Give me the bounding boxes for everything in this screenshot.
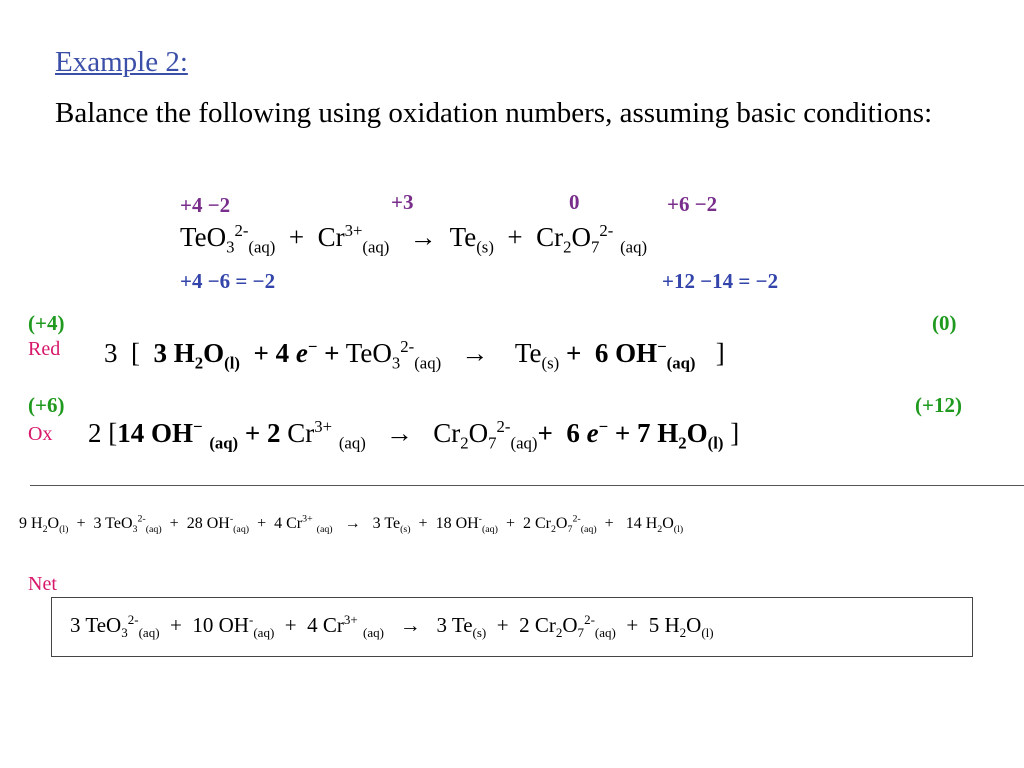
ox-num-cr: +3: [391, 190, 414, 214]
cr2o7-species: $Cr_2O_7^{2-}$ $_{(aq)}$: [536, 221, 648, 257]
net-label: Net: [28, 573, 57, 595]
cr2o7-term: $Cr_2O_7^{2-}_{(aq)}$: [433, 417, 538, 453]
water-term: 7 $H_2O_{(l)}$: [637, 418, 724, 453]
ox-sum-teo3: +4 −6 = −2: [180, 269, 276, 293]
ox-ox-number-left: (+6): [28, 393, 65, 417]
electron-term: 6 e−: [566, 417, 609, 448]
main-equation: [180, 221, 648, 257]
water-term: 3 $H_2O_{(l)}$: [153, 338, 240, 373]
cr-term: $Cr^{3+}$ $_{(aq)}$: [287, 417, 366, 453]
sum-equation: 9 $H_2O_{(l)} + 3$ TeO$_3^{2-}_{(aq)}$ + 28 $OH^-_{(aq)} + 4$ $Cr^{3+}$ $_{(aq)}$ → 3 $Te_{(s)} + 18$ $OH^-_{(aq)} + 2$ $Cr_2O_7^{2-}_{(aq)}$ + 14 $H_2O_{(l)}$: [19, 513, 684, 536]
oxidation-half-reaction: 2 [14 OH− $_{(aq)}$ + 2 $Cr^{3+}$ $_{(aq)}$ → $Cr_2O_7^{2-}_{(aq)}+ 6$ e− + 7 $H_2O_{(l)}$ ]: [88, 417, 740, 453]
electron-term: 4 e−: [275, 337, 318, 368]
reaction-arrow: →: [461, 338, 489, 368]
ox-sum-cr2o7: +12 −14 = −2: [662, 269, 779, 293]
plus-sign: +: [288, 222, 305, 252]
te-term: $Te_{(s)}$: [514, 338, 560, 373]
teo3-species: TeO$_3^{2-}_{(aq)}$: [180, 221, 276, 257]
reduction-half-reaction: 3 [ 3 $H_2O_{(l)} + 4$ e− + TeO$_3^{2-}_{(aq)}$ → $Te_{(s)} + 6$ $OH^-_{(aq)}$ ]: [104, 337, 725, 373]
te-species: $Te_{(s)}$: [449, 222, 494, 257]
page-title: Example 2:: [55, 46, 188, 78]
ox-num-te: 0: [569, 190, 580, 214]
red-ox-number-left: (+4): [28, 311, 65, 335]
red-label: Red: [28, 338, 61, 360]
net-equation: 3 TeO$_3^{2-}_{(aq)}$ + 10 $OH^-_{(aq)} + 4$ $Cr^{3+}$ $_{(aq)}$ → 3 $Te_{(s)} + 2$ $Cr_2O_7^{2-}_{(aq)} + 5$ $H_2O_{(l)}$: [70, 612, 714, 641]
reaction-arrow: →: [409, 222, 437, 252]
ox-label: Ox: [28, 423, 53, 445]
reaction-arrow: →: [386, 418, 414, 448]
ox-ox-number-right: (+12): [915, 393, 962, 417]
hydroxide-term: 14 OH− $_{(aq)}$: [117, 417, 239, 453]
cr-species: $Cr^{3+}_{(aq)}$: [317, 221, 390, 257]
red-ox-number-right: (0): [932, 311, 957, 335]
plus-sign: +: [507, 222, 523, 252]
ox-num-teo3: +4 −2: [180, 193, 231, 217]
ox-num-cr2o7: +6 −2: [667, 192, 718, 216]
instructions: Balance the following using oxidation numbers, assuming basic conditions:: [55, 97, 933, 129]
hydroxide-term: 6 $OH^-_{(aq)}$: [594, 337, 696, 373]
divider: [30, 485, 1024, 486]
teo3-term: TeO$_3^{2-}_{(aq)}$: [345, 337, 442, 373]
